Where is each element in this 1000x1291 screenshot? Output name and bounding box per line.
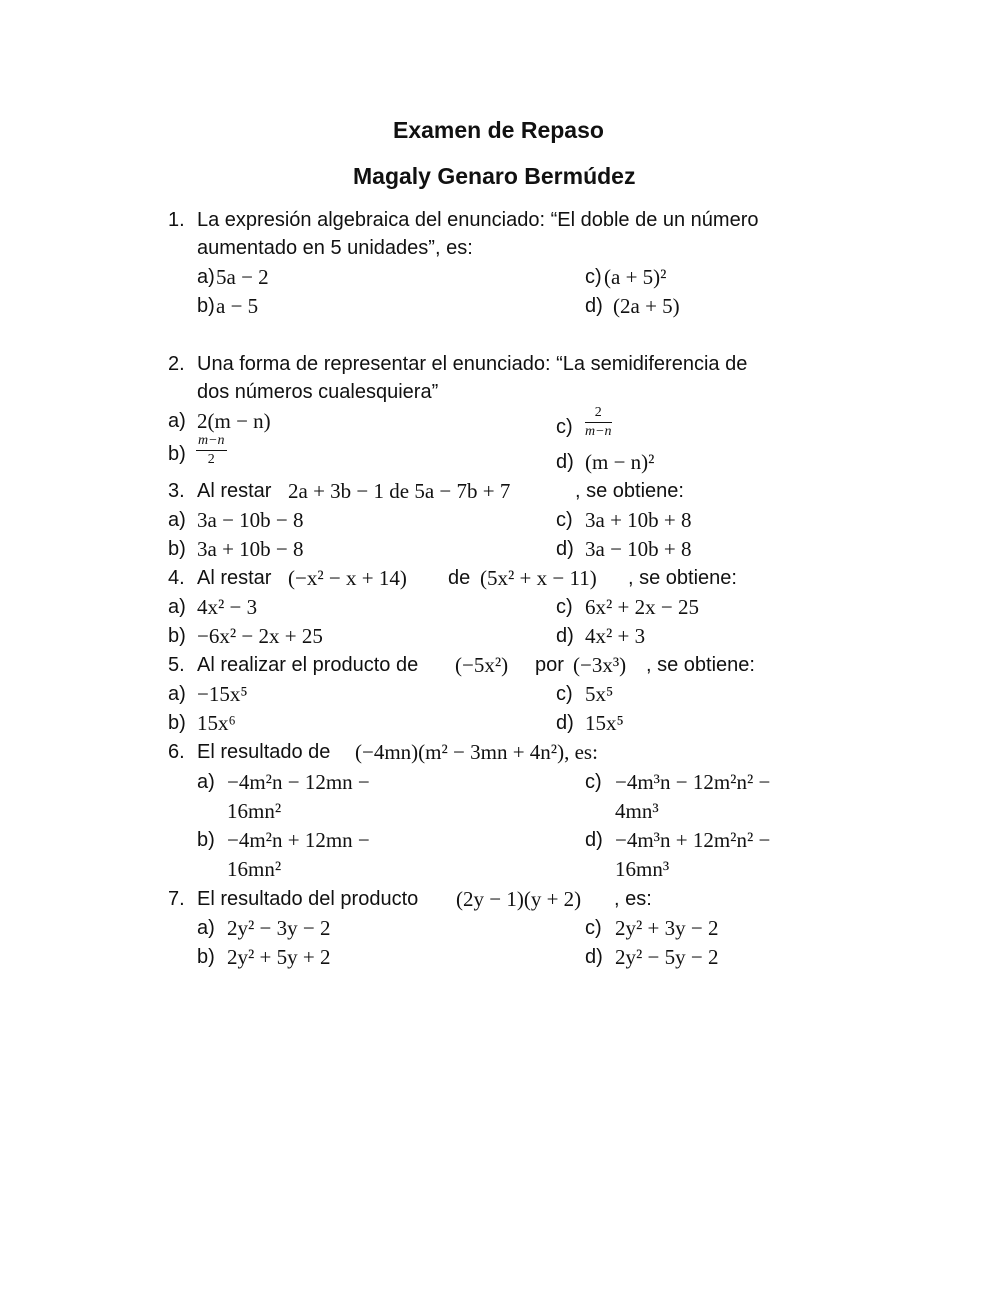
option-a: 5a − 2 bbox=[216, 265, 269, 289]
question-expression: (−3x³) bbox=[573, 653, 627, 677]
question-text: El resultado de bbox=[197, 741, 331, 763]
option-c-fraction bbox=[585, 405, 612, 440]
option-c-line1: −4m³n − 12m²n² − bbox=[615, 770, 771, 794]
question-text: Al realizar el producto de bbox=[197, 654, 419, 676]
option-c-label: c) bbox=[556, 416, 573, 438]
option-a-line2: 16mn² bbox=[227, 799, 282, 823]
option-b-line2: 16mn² bbox=[227, 857, 282, 881]
question-expression: (−4mn)(m² − 3mn + 4n²), es: bbox=[355, 740, 598, 764]
option-b: a − 5 bbox=[216, 294, 259, 318]
option-a-line1: −4m²n − 12mn − bbox=[227, 770, 370, 794]
question-text: por bbox=[535, 654, 564, 676]
option-b-label: b) bbox=[168, 712, 186, 734]
option-b: 15x⁶ bbox=[197, 711, 236, 735]
option-a-label: a) bbox=[197, 771, 215, 793]
question-number: 3. bbox=[168, 480, 185, 502]
option-d: 15x⁵ bbox=[585, 711, 624, 735]
option-d-label: d) bbox=[585, 829, 603, 851]
option-c-label: c) bbox=[556, 509, 573, 531]
question-text: dos números cualesquiera” bbox=[197, 381, 439, 403]
question-expression: (−5x²) bbox=[455, 653, 509, 677]
fraction-numerator: 2 bbox=[585, 405, 612, 423]
option-b-line1: −4m²n + 12mn − bbox=[227, 828, 370, 852]
option-a-label: a) bbox=[197, 266, 215, 288]
option-c: 6x² + 2x − 25 bbox=[585, 595, 699, 619]
option-a-label: a) bbox=[197, 917, 215, 939]
option-a: 2y² − 3y − 2 bbox=[227, 916, 331, 940]
question-number: 2. bbox=[168, 353, 185, 375]
option-b-label: b) bbox=[168, 443, 186, 465]
option-c-line2: 4mn³ bbox=[615, 799, 659, 823]
question-expression: 2a + 3b − 1 de 5a − 7b + 7 bbox=[288, 479, 511, 503]
option-a-label: a) bbox=[168, 683, 186, 705]
option-a-label: a) bbox=[168, 410, 186, 432]
question-number: 7. bbox=[168, 888, 185, 910]
fraction-denominator: m−n bbox=[585, 424, 612, 439]
option-b: 3a + 10b − 8 bbox=[197, 537, 304, 561]
option-d-label: d) bbox=[556, 451, 574, 473]
option-b-label: b) bbox=[197, 829, 215, 851]
question-text: Una forma de representar el enunciado: “La semidiferencia de bbox=[197, 353, 748, 375]
question-number: 1. bbox=[168, 209, 185, 231]
question-number: 4. bbox=[168, 567, 185, 589]
option-a-label: a) bbox=[168, 509, 186, 531]
option-b-label: b) bbox=[168, 625, 186, 647]
question-expression: (−x² − x + 14) bbox=[288, 566, 407, 590]
question-text: , se obtiene: bbox=[575, 480, 684, 502]
question-expression: (5x² + x − 11) bbox=[480, 566, 597, 590]
option-b-label: b) bbox=[168, 538, 186, 560]
option-c: 2y² + 3y − 2 bbox=[615, 916, 719, 940]
option-d-label: d) bbox=[585, 946, 603, 968]
option-d-line1: −4m³n + 12m²n² − bbox=[615, 828, 771, 852]
question-text: , se obtiene: bbox=[646, 654, 755, 676]
option-d-label: d) bbox=[556, 712, 574, 734]
option-d: 4x² + 3 bbox=[585, 624, 646, 648]
question-expression: (2y − 1)(y + 2) bbox=[456, 887, 582, 911]
option-b: 2y² + 5y + 2 bbox=[227, 945, 331, 969]
option-c: 3a + 10b + 8 bbox=[585, 508, 692, 532]
option-d: (2a + 5) bbox=[613, 294, 680, 318]
question-text: aumentado en 5 unidades”, es: bbox=[197, 237, 473, 259]
option-a: 2(m − n) bbox=[197, 409, 271, 433]
option-d-label: d) bbox=[585, 295, 603, 317]
option-b-fraction bbox=[196, 433, 227, 468]
option-d-label: d) bbox=[556, 538, 574, 560]
fraction-numerator: m−n bbox=[196, 433, 227, 451]
question-text: El resultado del producto bbox=[197, 888, 419, 910]
option-a: −15x⁵ bbox=[197, 682, 248, 706]
page-title: Examen de Repaso bbox=[393, 117, 604, 143]
option-c: 5x⁵ bbox=[585, 682, 614, 706]
option-c-label: c) bbox=[585, 771, 602, 793]
question-number: 6. bbox=[168, 741, 185, 763]
option-d-line2: 16mn³ bbox=[615, 857, 670, 881]
option-c-label: c) bbox=[585, 917, 602, 939]
author-name: Magaly Genaro Bermúdez bbox=[353, 163, 636, 189]
option-c-label: c) bbox=[556, 683, 573, 705]
option-c-label: c) bbox=[556, 596, 573, 618]
question-text: La expresión algebraica del enunciado: “El doble de un número bbox=[197, 209, 759, 231]
option-c: (a + 5)² bbox=[604, 265, 667, 289]
option-a: 3a − 10b − 8 bbox=[197, 508, 304, 532]
question-text: de bbox=[448, 567, 471, 589]
question-text: Al restar bbox=[197, 480, 272, 502]
option-c-label: c) bbox=[585, 266, 602, 288]
option-b: −6x² − 2x + 25 bbox=[197, 624, 323, 648]
option-d: (m − n)² bbox=[585, 450, 655, 474]
option-d: 2y² − 5y − 2 bbox=[615, 945, 719, 969]
option-b-label: b) bbox=[197, 946, 215, 968]
option-b-label: b) bbox=[197, 295, 215, 317]
question-text: , se obtiene: bbox=[628, 567, 737, 589]
question-text: Al restar bbox=[197, 567, 272, 589]
option-d-label: d) bbox=[556, 625, 574, 647]
option-a-label: a) bbox=[168, 596, 186, 618]
fraction-denominator: 2 bbox=[207, 452, 215, 467]
question-text: , es: bbox=[614, 888, 652, 910]
option-d: 3a − 10b + 8 bbox=[585, 537, 692, 561]
question-number: 5. bbox=[168, 654, 185, 676]
option-a: 4x² − 3 bbox=[197, 595, 258, 619]
